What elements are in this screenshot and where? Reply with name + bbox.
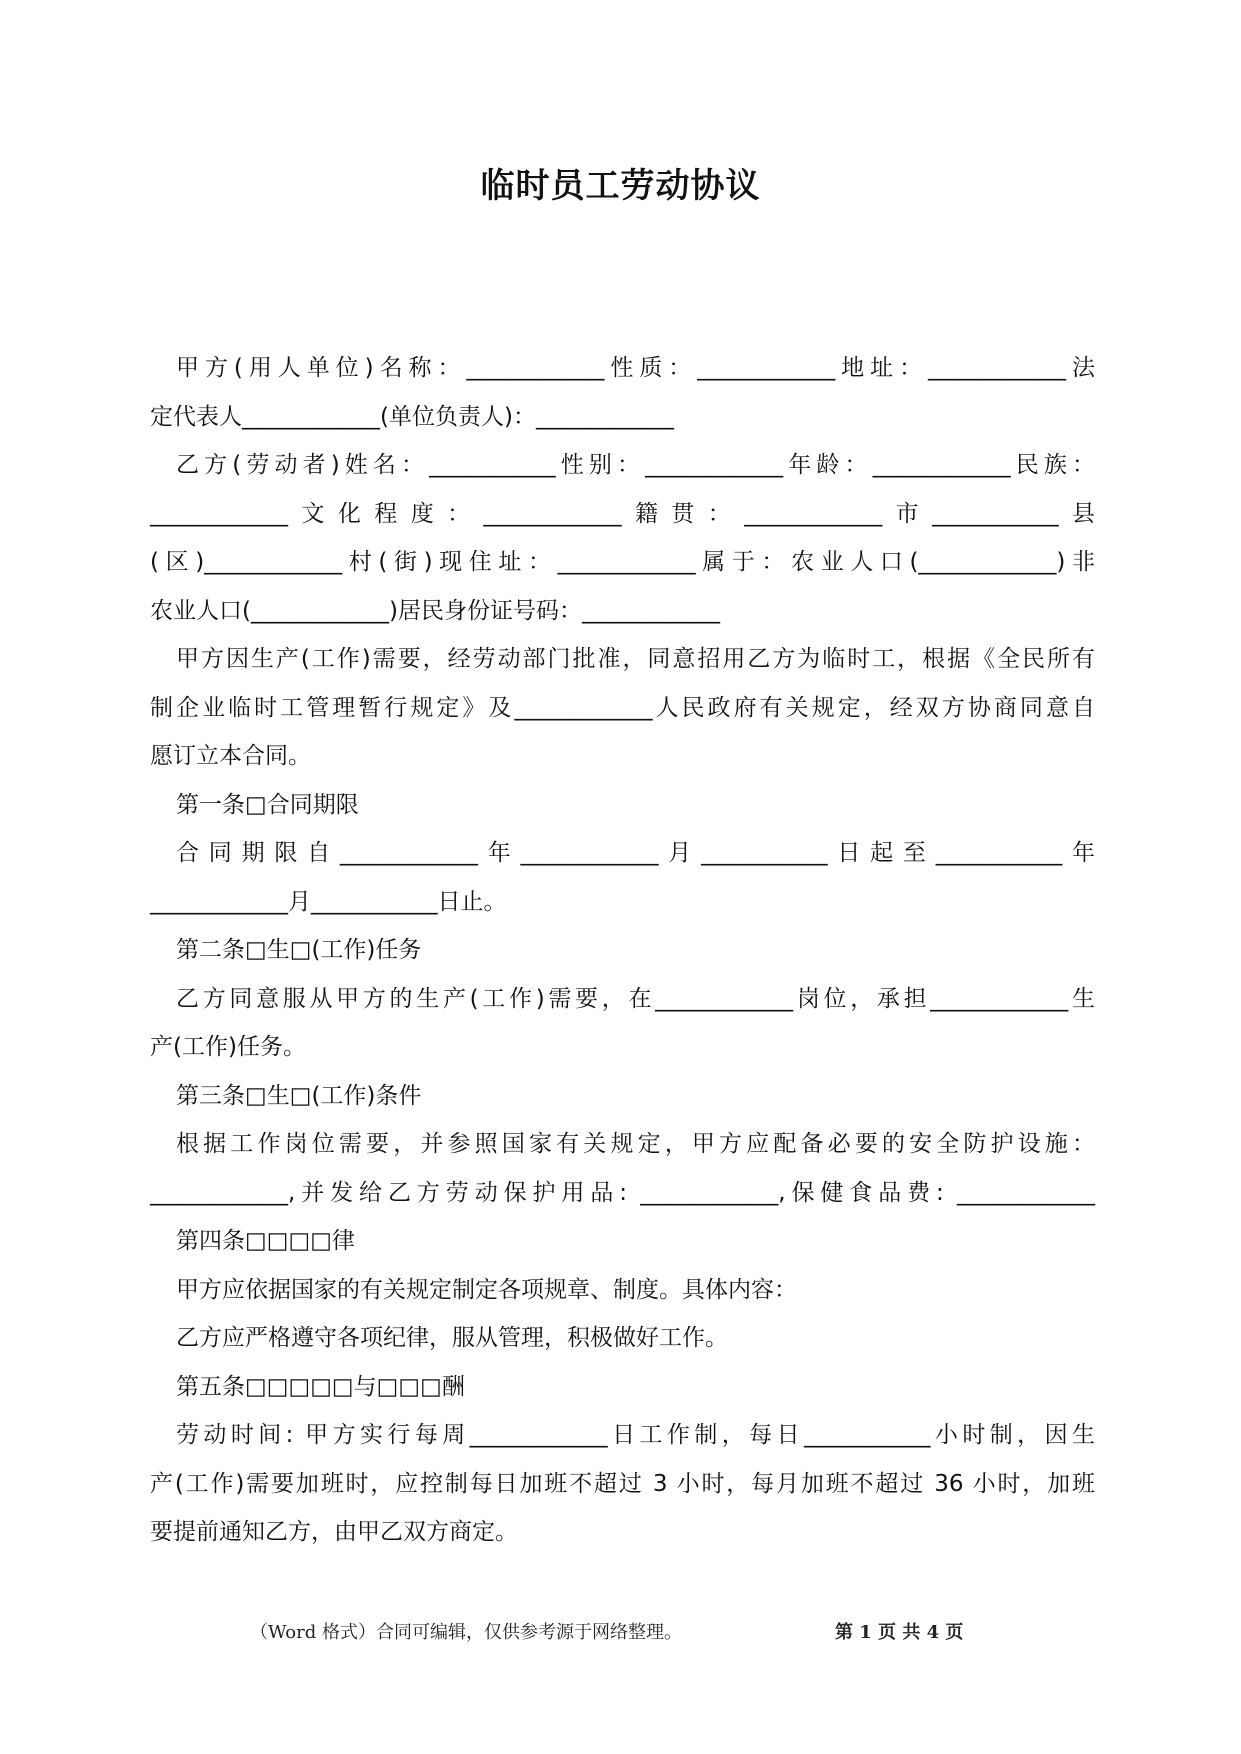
paragraph-line: ____________文化程度：____________籍贯：____________市___________县 [150,500,1095,527]
paragraph-line: 乙方应严格遵守各项纪律，服从管理，积极做好工作。 [176,1325,728,1351]
document-body [150,344,1095,1557]
footer-note: （Word 格式）合同可编辑，仅供参考源于网络整理。 [250,1622,682,1643]
paragraph-line: 定代表人____________(单位负责人)：____________ [150,403,674,430]
section-heading: 第五条□□□□□与□□□酬 [176,1373,465,1400]
paragraph-line: 劳动时间: 甲方实行每周____________日工作制，每日___________小时制，因生 [176,1422,1095,1448]
paragraph-line: 乙方(劳动者)姓名：___________性别：____________年龄：____________民族： [176,452,1095,478]
paragraph-line: 产(工作)任务。 [150,1034,306,1060]
paragraph-line: 根据工作岗位需要，并参照国家有关规定，甲方应配备必要的安全防护设施： [176,1131,1095,1157]
section-heading: 第三条□生□(工作)条件 [176,1082,422,1109]
paragraph-line: 甲方应依据国家的有关规定制定各项规章、制度。具体内容： [176,1276,797,1303]
section-heading: 第一条□合同期限 [176,791,359,818]
section-heading: 第四条□□□□律 [176,1228,355,1254]
paragraph-line: 乙方同意服从甲方的生产(工作)需要，在____________岗位，承担____________生 [176,985,1095,1012]
paragraph-line: 愿订立本合同。 [150,743,311,769]
paragraph-line: 农业人口(____________)居民身份证号码：____________ [150,597,720,624]
paragraph-line: 甲方(用人单位)名称：____________性质：____________地址：____________法 [176,355,1095,381]
document-title: 临时员工劳动协议 [480,166,761,206]
paragraph-line: 要提前通知乙方，由甲乙双方商定。 [150,1519,518,1545]
paragraph-line: ____________,并发给乙方劳动保护用品: ____________,保健食品费: ____________ [150,1179,1095,1206]
paragraph-line: 合同期限自____________年____________月___________日起至___________年 [176,840,1095,866]
paragraph-line: ____________月___________日止。 [150,888,507,915]
section-heading: 第二条□生□(工作)任务 [176,937,422,963]
paragraph-line: 甲方因生产(工作)需要，经劳动部门批准，同意招用乙方为临时工，根据《全民所有 [176,646,1095,672]
paragraph-line: (区)____________村(街)现住址：____________属于：农业人口(____________)非 [150,549,1095,575]
page-number: 第 1 页 共 4 页 [835,1622,964,1643]
paragraph-line: 制企业临时工管理暂行规定》及____________人民政府有关规定，经双方协商同意自 [150,694,1095,721]
paragraph-line: 产(工作)需要加班时，应控制每日加班不超过 3 小时，每月加班不超过 36 小时，加班 [150,1470,1095,1497]
